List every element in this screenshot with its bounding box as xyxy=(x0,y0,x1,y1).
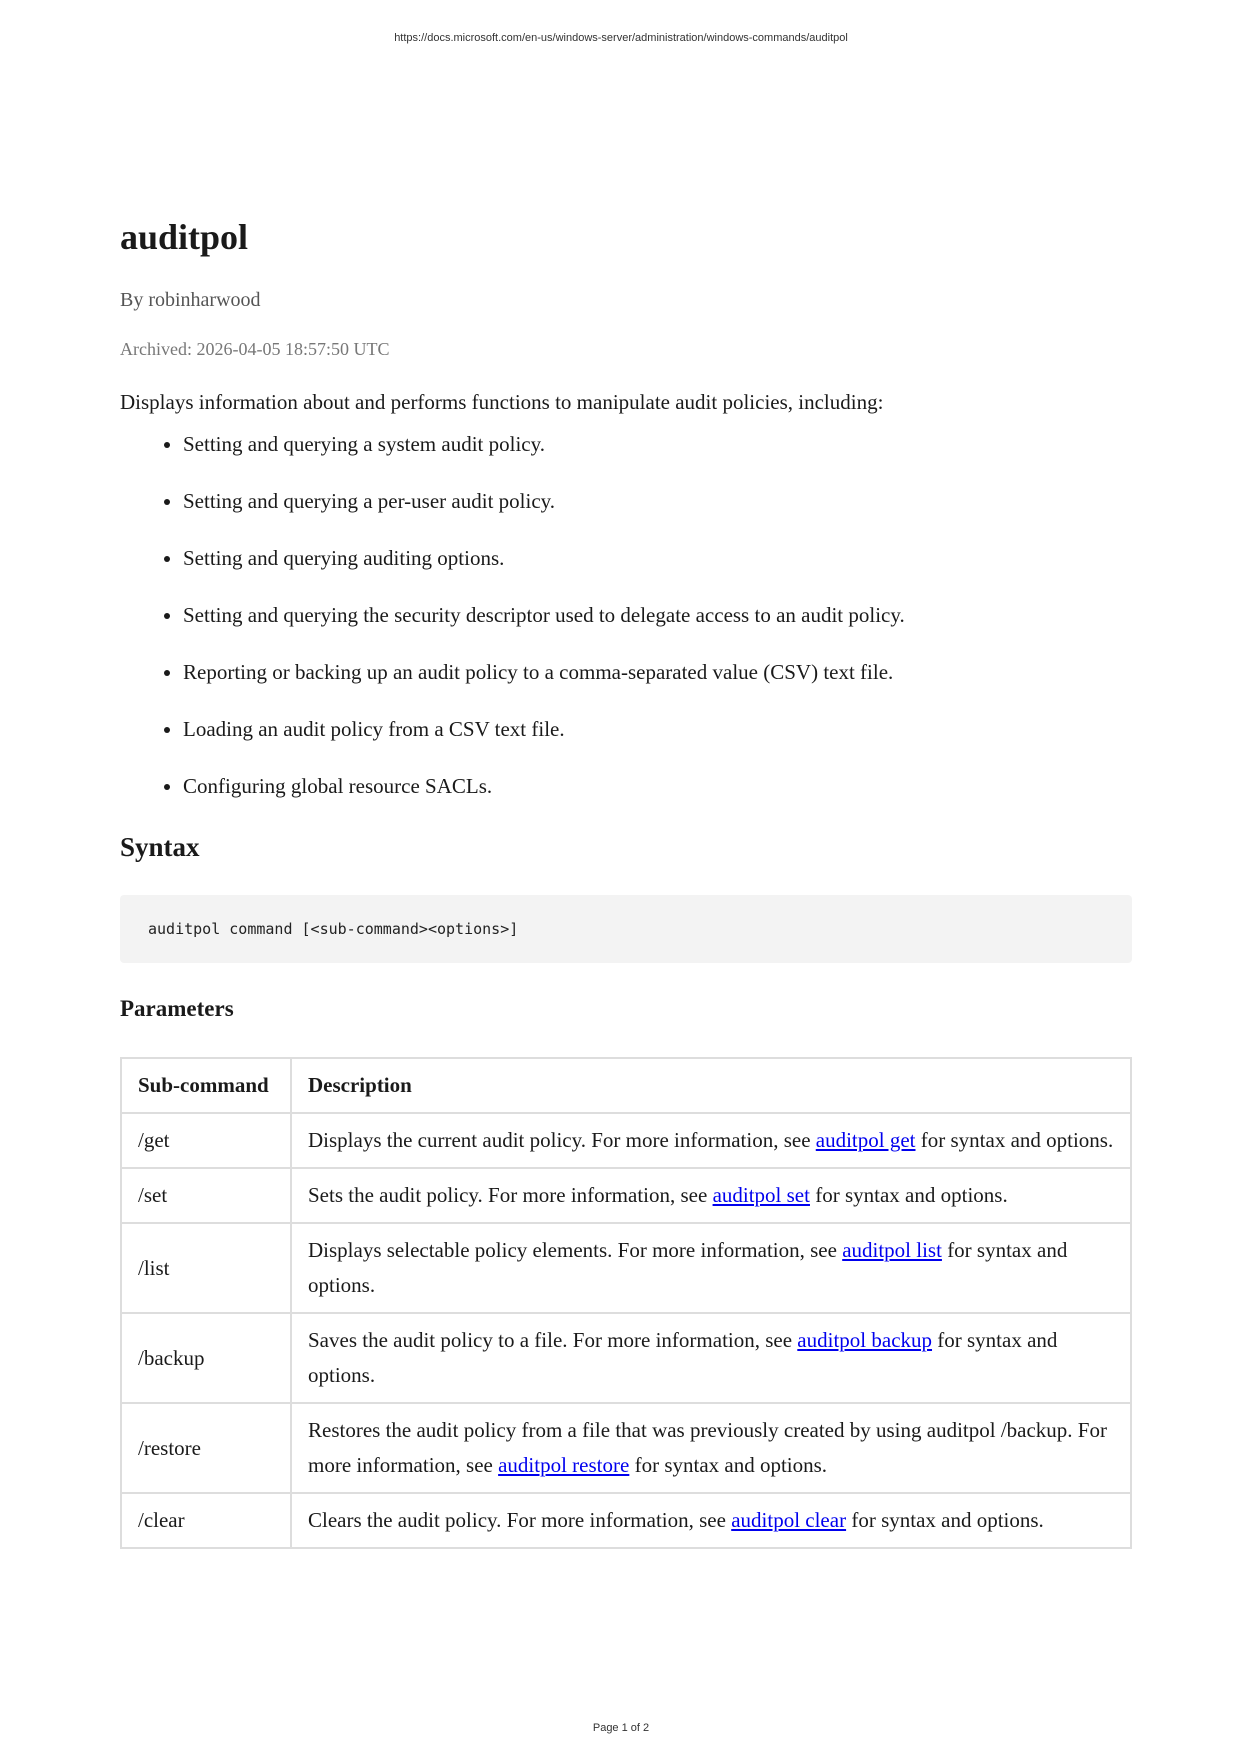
description-text: Saves the audit policy to a file. For more information, see xyxy=(308,1328,798,1352)
description-cell xyxy=(291,1313,1131,1403)
description-text: Displays selectable policy elements. For more information, see xyxy=(308,1238,843,1262)
column-header-description: Description xyxy=(291,1058,1131,1113)
list-item: • Configuring global resource SACLs. xyxy=(183,771,1132,801)
description-text: Displays the current audit policy. For more information, see xyxy=(308,1128,816,1152)
description-text: for syntax and options. xyxy=(809,1183,1008,1207)
subcommand-cell: /list xyxy=(121,1223,291,1313)
subcommand-cell: /clear xyxy=(121,1493,291,1548)
subcommand-cell: /backup xyxy=(121,1313,291,1403)
column-header-subcommand: Sub-command xyxy=(121,1058,291,1113)
description-text: Clears the audit policy. For more information, see xyxy=(308,1508,732,1532)
subcommand-cell: /restore xyxy=(121,1403,291,1493)
reference-link[interactable]: auditpol clear xyxy=(731,1508,847,1532)
list-item: • Loading an audit policy from a CSV text file. xyxy=(183,714,1132,744)
description-text: for syntax and options. xyxy=(846,1508,1044,1532)
list-item: • Setting and querying auditing options. xyxy=(183,543,1132,573)
list-item: • Setting and querying the security descriptor used to delegate access to an audit policy. xyxy=(183,600,1132,630)
reference-link[interactable]: auditpol get xyxy=(815,1128,916,1152)
syntax-code-block: auditpol command [<sub-command><options>] xyxy=(120,895,1132,963)
description-cell xyxy=(291,1493,1131,1548)
page-title: auditpol xyxy=(120,217,249,257)
table-row xyxy=(121,1113,1131,1168)
list-item: • Setting and querying a system audit policy. xyxy=(183,429,1132,459)
table-row xyxy=(121,1493,1131,1548)
table-row xyxy=(121,1223,1131,1313)
table-row xyxy=(121,1168,1131,1223)
syntax-heading: Syntax xyxy=(120,832,200,862)
subcommand-cell: /get xyxy=(121,1113,291,1168)
intro-paragraph: Displays information about and performs functions to manipulate audit policies, including: xyxy=(120,390,884,414)
subcommand-cell: /set xyxy=(121,1168,291,1223)
description-text: for syntax and options. xyxy=(308,1238,1068,1297)
table-header-row xyxy=(121,1058,1131,1113)
reference-link[interactable]: auditpol list xyxy=(842,1238,942,1262)
list-item: • Setting and querying a per-user audit policy. xyxy=(183,486,1132,516)
reference-link[interactable]: auditpol restore xyxy=(498,1453,630,1477)
reference-link[interactable]: auditpol set xyxy=(712,1183,810,1207)
reference-link[interactable]: auditpol backup xyxy=(797,1328,933,1352)
parameters-heading: Parameters xyxy=(120,996,234,1021)
description-cell xyxy=(291,1113,1131,1168)
description-text: for syntax and options. xyxy=(308,1328,1058,1387)
parameters-table xyxy=(120,1057,1132,1549)
article xyxy=(120,210,1132,1549)
table-row xyxy=(121,1313,1131,1403)
feature-list xyxy=(120,429,1132,801)
table-row xyxy=(121,1403,1131,1493)
list-item: • Reporting or backing up an audit policy to a comma-separated value (CSV) text file. xyxy=(183,657,1132,687)
description-cell xyxy=(291,1403,1131,1493)
author: By robinharwood xyxy=(120,289,261,311)
page-url: https://docs.microsoft.com/en-us/windows-server/administration/windows-commands/auditpol xyxy=(394,32,848,44)
description-text: Restores the audit policy from a file that was previously created by using auditpol /backup. For more information, see xyxy=(308,1418,1107,1477)
description-text: for syntax and options. xyxy=(629,1453,828,1477)
page-number: Page 1 of 2 xyxy=(592,1722,650,1734)
description-cell xyxy=(291,1168,1131,1223)
description-text: Sets the audit policy. For more information, see xyxy=(308,1183,713,1207)
description-text: for syntax and options. xyxy=(915,1128,1114,1152)
archived-timestamp: Archived: 2026-04-05 18:57:50 UTC xyxy=(120,339,390,359)
description-cell xyxy=(291,1223,1131,1313)
